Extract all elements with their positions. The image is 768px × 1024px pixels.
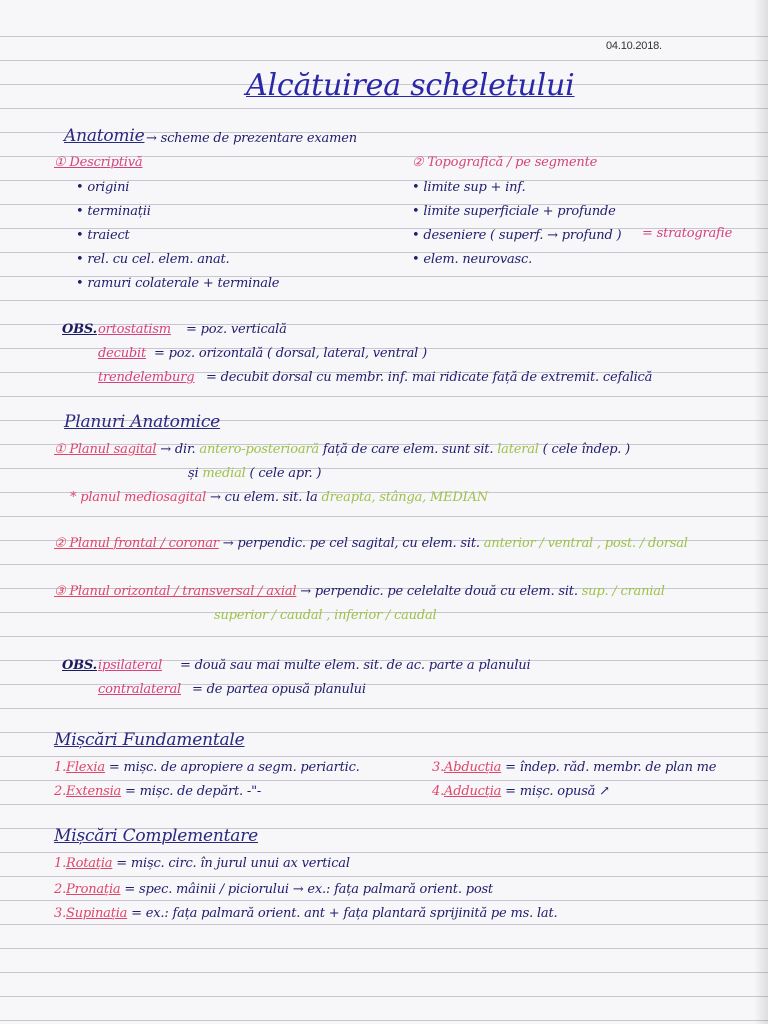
num: 3. bbox=[54, 906, 67, 921]
term: Extensia bbox=[66, 784, 122, 799]
planul-frontal-line bbox=[54, 536, 688, 551]
obs-term: trendelemburg bbox=[98, 370, 195, 385]
term-green: dreapta, stânga, MEDIAN bbox=[321, 490, 488, 505]
term-green: sup. / cranial bbox=[581, 584, 665, 599]
obs-rest: = de partea opusă planului bbox=[192, 682, 366, 697]
obs-rest: = poz. orizontală ( dorsal, lateral, ventral ) bbox=[154, 346, 427, 361]
left-item: • ramuri colaterale + terminale bbox=[76, 276, 280, 291]
planul-sagital-line bbox=[54, 442, 630, 457]
miscare-item bbox=[54, 906, 557, 921]
num: 1. bbox=[54, 760, 67, 775]
text: față de care elem. sunt sit. bbox=[318, 442, 498, 457]
heading-anatomie-rest: → scheme de prezentare examen bbox=[146, 131, 357, 146]
page-edge-shadow bbox=[754, 0, 768, 1024]
mediosagital-label: * planul mediosagital bbox=[70, 490, 207, 505]
text: = mișc. opusă ↗ bbox=[501, 784, 610, 799]
miscare-item bbox=[54, 784, 261, 799]
text: = mișc. circ. în jurul unui ax vertical bbox=[112, 856, 350, 871]
obs-term: ipsilateral bbox=[98, 658, 163, 673]
num: 1. bbox=[54, 856, 67, 871]
text: = ex.: fața palmară orient. ant + fața plantară sprijinită pe ms. lat. bbox=[127, 906, 558, 921]
left-item: • rel. cu cel. elem. anat. bbox=[76, 252, 230, 267]
num: 3. bbox=[432, 760, 445, 775]
miscare-item bbox=[432, 760, 716, 775]
right-item: • limite superficiale + profunde bbox=[412, 204, 616, 219]
term: Flexia bbox=[66, 760, 105, 775]
obs-term: contralateral bbox=[98, 682, 182, 697]
obs-label: OBS. bbox=[62, 322, 97, 337]
heading-anatomie: Anatomie bbox=[64, 126, 145, 146]
text: ( cele apr. ) bbox=[245, 466, 322, 481]
term-green: anterior / ventral , post. / dorsal bbox=[483, 536, 688, 551]
obs-label: OBS. bbox=[62, 658, 97, 673]
term: Supinația bbox=[66, 906, 128, 921]
text: ( cele îndep. ) bbox=[538, 442, 631, 457]
obs-rest: = decubit dorsal cu membr. inf. mai ridicate față de extremit. cefalică bbox=[206, 370, 653, 385]
descriptiva-title: ① Descriptivă bbox=[54, 155, 143, 170]
term: Abducția bbox=[444, 760, 502, 775]
planul-orizontal-line bbox=[54, 584, 665, 599]
planul-frontal-label: ② Planul frontal / coronar bbox=[54, 536, 219, 551]
left-item: • origini bbox=[76, 180, 130, 195]
planul-mediosagital-line bbox=[70, 490, 488, 505]
heading-miscari-complementare: Mișcări Complementare bbox=[54, 826, 259, 846]
term-green: antero-posterioară bbox=[199, 442, 319, 457]
text: → cu elem. sit. la bbox=[206, 490, 322, 505]
planul-sagital-label: ① Planul sagital bbox=[54, 442, 157, 457]
text: = mișc. de apropiere a segm. periartic. bbox=[104, 760, 360, 775]
text: și bbox=[188, 466, 203, 481]
num: 2. bbox=[54, 882, 67, 897]
term-green: medial bbox=[202, 466, 246, 481]
right-item: • limite sup + inf. bbox=[412, 180, 526, 195]
topografica-title: ② Topografică / pe segmente bbox=[412, 155, 598, 170]
text: = îndep. răd. membr. de plan me bbox=[501, 760, 717, 775]
miscare-item bbox=[432, 784, 610, 799]
page-title: Alcătuirea scheletului bbox=[246, 68, 575, 103]
text: → perpendic. pe cel sagital, cu elem. sit. bbox=[218, 536, 484, 551]
planul-orizontal-line2: superior / caudal , inferior / caudal bbox=[214, 608, 437, 623]
stratografie: = stratografie bbox=[642, 226, 733, 241]
text: = mișc. de depărt. -"- bbox=[121, 784, 262, 799]
num: 4. bbox=[432, 784, 445, 799]
term: Pronația bbox=[66, 882, 121, 897]
left-item: • traiect bbox=[76, 228, 130, 243]
right-item: • deseniere ( superf. → profund ) bbox=[412, 228, 622, 243]
planul-sagital-line2 bbox=[188, 466, 321, 481]
miscare-item bbox=[54, 856, 350, 871]
obs-term: decubit bbox=[98, 346, 146, 361]
obs-term: ortostatism bbox=[98, 322, 171, 337]
term: Rotația bbox=[66, 856, 113, 871]
heading-miscari-fundamentale: Mișcări Fundamentale bbox=[54, 730, 245, 750]
left-item: • terminații bbox=[76, 204, 151, 219]
term-green: lateral bbox=[497, 442, 539, 457]
text: = spec. mâinii / piciorului → ex.: fața palmară orient. post bbox=[120, 882, 493, 897]
obs-rest: = poz. verticală bbox=[186, 322, 287, 337]
obs-rest: = două sau mai multe elem. sit. de ac. parte a planului bbox=[180, 658, 531, 673]
heading-planuri: Planuri Anatomice bbox=[64, 412, 221, 432]
right-item: • elem. neurovasc. bbox=[412, 252, 532, 267]
num: 2. bbox=[54, 784, 67, 799]
text: → perpendic. pe celelalte două cu elem. sit. bbox=[296, 584, 582, 599]
planul-orizontal-label: ③ Planul orizontal / transversal / axial bbox=[54, 584, 297, 599]
text: → dir. bbox=[156, 442, 200, 457]
miscare-item bbox=[54, 882, 493, 897]
miscare-item bbox=[54, 760, 360, 775]
term: Adducția bbox=[444, 784, 502, 799]
date: 04.10.2018. bbox=[606, 40, 662, 52]
